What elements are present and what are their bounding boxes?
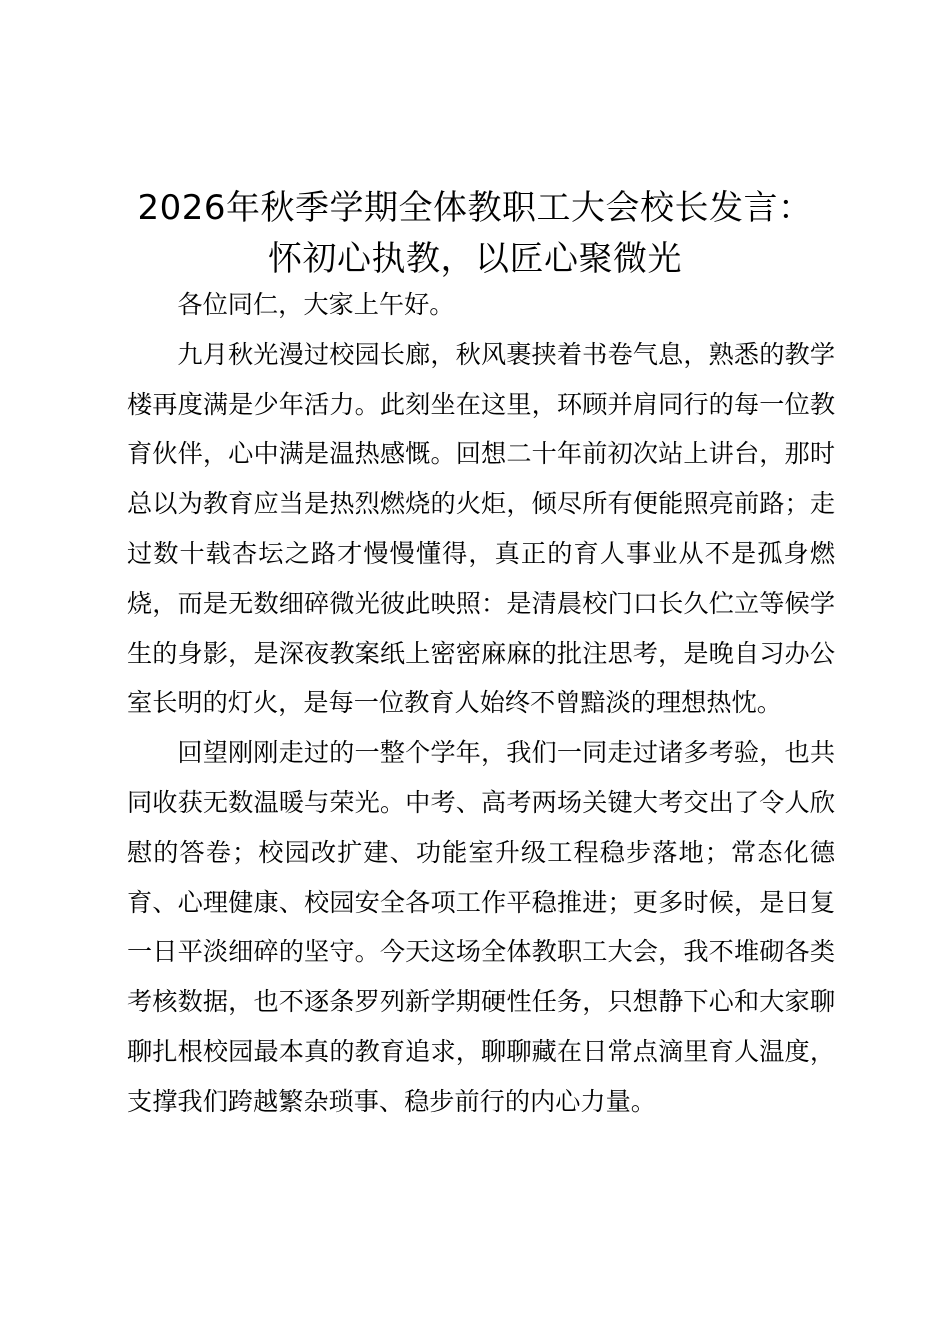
title-line-2: 怀初心执教，以匠心聚微光: [268, 239, 682, 279]
document-title: [120, 183, 830, 285]
title-line-1: 2026年秋季学期全体教职工大会校长发言：: [137, 188, 813, 228]
document-body: [127, 280, 835, 1127]
paragraph-greeting: 各位同仁，大家上午好。: [177, 290, 455, 319]
paragraph-opening: 九月秋光漫过校园长廊，秋风裹挟着书卷气息，熟悉的教学楼再度满是少年活力。此刻坐在这里，环顾并肩同行的每一位教育伙伴，心中满是温热感慨。回想二十年前初次站上讲台，那时总以为教育应当是热烈燃烧的火炬，倾尽所有便能照亮前路；走过数十载杏坛之路才慢慢懂得，真正的育人事业从不是孤身燃烧，而是无数细碎微光彼此映照：是清晨校门口长久伫立等候学生的身影，是深夜教案纸上密密麻麻的批注思考，是晚自习办公室长明的灯火，是每一位教育人始终不曾黯淡的理想热忱。: [127, 339, 835, 718]
paragraph-review: 回望刚刚走过的一整个学年，我们一同走过诸多考验，也共同收获无数温暖与荣光。中考、高考两场关键大考交出了令人欣慰的答卷；校园改扩建、功能室升级工程稳步落地；常态化德育、心理健康、校园安全各项工作平稳推进；更多时候，是日复一日平淡细碎的坚守。今天这场全体教职工大会，我不堆砌各类考核数据，也不逐条罗列新学期硬性任务，只想静下心和大家聊聊扎根校园最本真的教育追求，聊聊藏在日常点滴里育人温度，支撑我们跨越繁杂琐事、稳步前行的内心力量。: [127, 738, 835, 1116]
